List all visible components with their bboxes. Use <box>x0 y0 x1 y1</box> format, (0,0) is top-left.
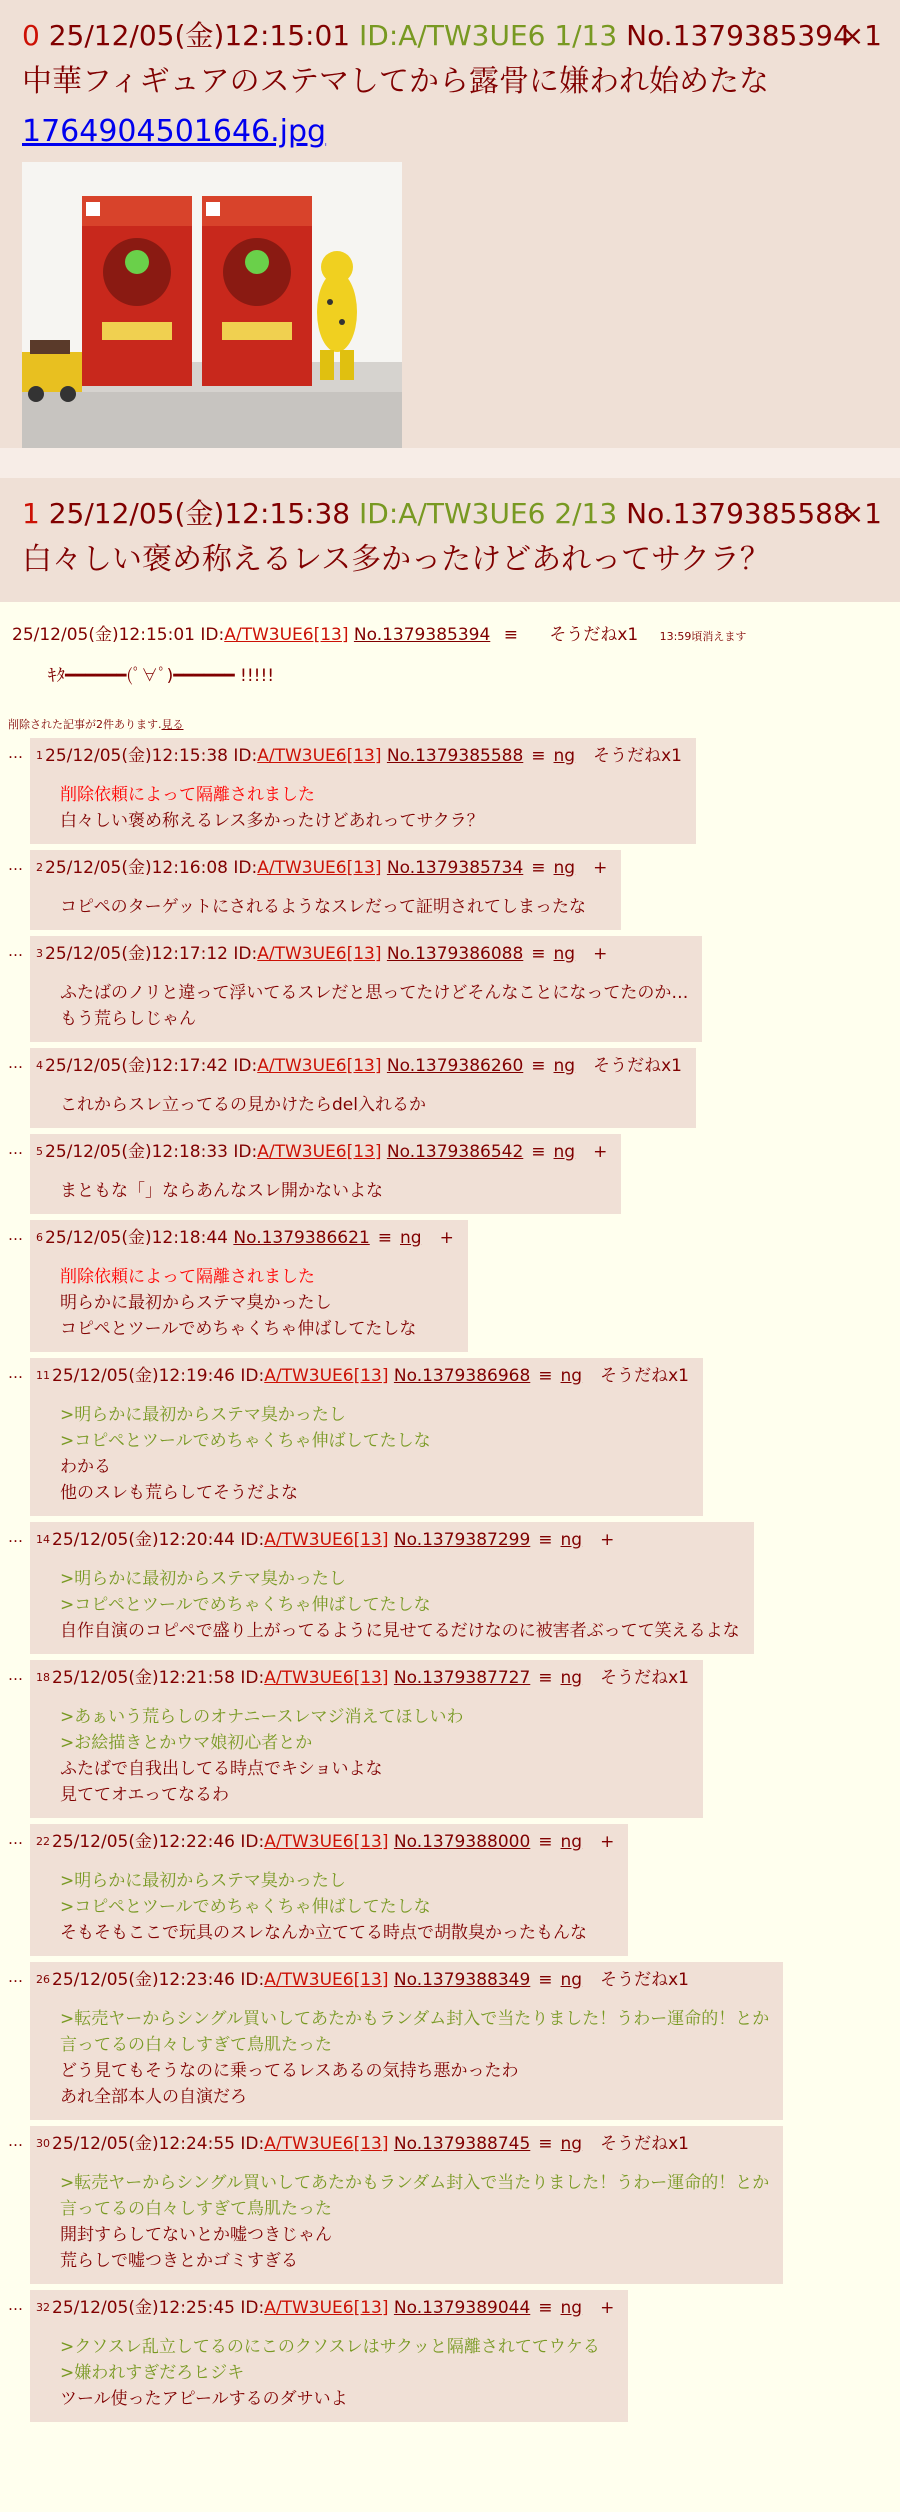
reply-line: 他のスレも荒らしてそうだよな <box>60 1483 298 1503</box>
reply-line: 自作自演のコピペで盛り上がってるように見せてるだけなのに被害者ぶってて笑えるよな <box>60 1621 740 1641</box>
ng-button[interactable]: ng <box>560 2134 583 2154</box>
reply-body <box>36 966 688 1032</box>
reply-id[interactable]: A/TW3UE6[13] <box>257 944 382 964</box>
reply-body <box>36 1854 614 1946</box>
reply-dots: … <box>8 744 23 762</box>
reply-id-label: ID: <box>240 1970 265 1990</box>
post-number[interactable]: No.1379385394 <box>626 19 851 52</box>
reply-index: 26 <box>36 1973 50 1986</box>
reply-row <box>8 2290 900 2422</box>
quote-line: >コピペとツールでめちゃくちゃ伸ばしてたしな <box>60 1431 431 1451</box>
reply-line: コピペのターゲットにされるようなスレだって証明されてしまったな <box>60 897 586 917</box>
reply-box <box>30 850 621 930</box>
reply-body <box>36 2320 614 2412</box>
reply-datetime: 25/12/05(金)12:17:42 <box>45 1056 228 1076</box>
reply-index: 2 <box>36 861 43 874</box>
reply-body <box>36 880 607 920</box>
show-deleted-link[interactable]: 見る <box>161 718 184 731</box>
menu-icon[interactable]: ≡ <box>538 1970 553 1990</box>
reply-header <box>36 942 688 966</box>
reply-line: もう荒らしじゃん <box>60 1009 196 1029</box>
reply-header <box>36 1226 454 1250</box>
reply-datetime: 25/12/05(金)12:24:55 <box>52 2134 235 2154</box>
reply-body <box>36 1388 689 1506</box>
reply-body <box>36 2156 769 2274</box>
reply-header <box>36 856 607 880</box>
soudane-button[interactable]: + <box>593 944 608 964</box>
ng-button[interactable]: ng <box>560 1530 583 1550</box>
reply-id-label: ID: <box>233 746 258 766</box>
reply-dots: … <box>8 1528 23 1546</box>
quote-line: >クソスレ乱立してるのにこのクソスレはサクッと隔離されててウケる <box>60 2337 600 2357</box>
menu-icon[interactable]: ≡ <box>531 1142 546 1162</box>
ng-button[interactable]: ng <box>553 944 576 964</box>
reply-line: わかる <box>60 1457 111 1477</box>
reply-number[interactable]: No.1379386260 <box>386 1056 524 1076</box>
reply-datetime: 25/12/05(金)12:16:08 <box>45 858 228 878</box>
reply-row <box>8 936 900 1042</box>
post-index: 1 <box>22 497 40 530</box>
reply-box <box>30 2290 628 2422</box>
reply-box <box>30 1220 468 1352</box>
menu-icon[interactable]: ≡ <box>531 1056 546 1076</box>
reply-index: 22 <box>36 1835 50 1848</box>
reply-id[interactable]: A/TW3UE6[13] <box>257 1142 382 1162</box>
reply-id-label: ID: <box>233 858 258 878</box>
reply-line: 明らかに最初からステマ臭かったし <box>60 1293 332 1313</box>
reply-id-label: ID: <box>240 1530 265 1550</box>
reply-row <box>8 1134 900 1214</box>
menu-icon[interactable]: ≡ <box>531 746 546 766</box>
reply-datetime: 25/12/05(金)12:19:46 <box>52 1366 235 1386</box>
reply-id-label: ID: <box>233 1142 258 1162</box>
soudane-button[interactable]: + <box>593 858 608 878</box>
reply-datetime: 25/12/05(金)12:23:46 <box>52 1970 235 1990</box>
reply-row <box>8 1358 900 1516</box>
quote-line: 言ってるの白々しすぎて鳥肌たった <box>60 2199 332 2219</box>
reply-number[interactable]: No.1379388745 <box>393 2134 531 2154</box>
reply-box <box>30 738 696 844</box>
reply-box <box>30 1660 703 1818</box>
top-post-header <box>0 478 900 532</box>
reply-line: 開封すらしてないとか嘘つきじゃん <box>60 2225 332 2245</box>
reply-row <box>8 738 900 844</box>
reply-index: 32 <box>36 2301 50 2314</box>
reply-index: 3 <box>36 947 43 960</box>
menu-icon[interactable]: ≡ <box>531 944 546 964</box>
reply-id-label: ID: <box>233 944 258 964</box>
reply-body <box>36 1992 769 2110</box>
reply-line: ふたばのノリと違って浮いてるスレだと思ってたけどそんなことになってたのか… <box>60 983 689 1003</box>
reply-dots: … <box>8 942 23 960</box>
reply-id-label: ID: <box>240 2134 265 2154</box>
reply-id[interactable]: A/TW3UE6[13] <box>264 2298 389 2318</box>
soudane-button[interactable]: + <box>600 2298 615 2318</box>
reply-datetime: 25/12/05(金)12:18:44 <box>45 1228 228 1248</box>
reply-id[interactable]: A/TW3UE6[13] <box>257 1056 382 1076</box>
reply-id[interactable]: A/TW3UE6[13] <box>257 746 382 766</box>
quote-line: >明らかに最初からステマ臭かったし <box>60 1405 346 1425</box>
menu-icon[interactable]: ≡ <box>538 1668 553 1688</box>
deleted-posts-note <box>0 686 900 738</box>
quote-line: >嫌われすぎだろヒジキ <box>60 2363 245 2383</box>
quote-line: >転売ヤーからシングル買いしてあたかもランダム封入で当たりました！うわー運命的！とか <box>60 2173 770 2193</box>
ng-button[interactable]: ng <box>553 858 576 878</box>
thumbnail-drawing <box>22 162 402 448</box>
menu-icon[interactable]: ≡ <box>538 1366 553 1386</box>
reply-body <box>36 1250 454 1342</box>
post-id-count: 2/13 <box>554 497 618 530</box>
reply-dots: … <box>8 1226 23 1244</box>
reply-id[interactable]: A/TW3UE6[13] <box>264 1366 389 1386</box>
menu-icon[interactable]: ≡ <box>503 625 518 645</box>
reply-box <box>30 1134 621 1214</box>
reply-box <box>30 936 702 1042</box>
reply-box <box>30 1824 628 1956</box>
ng-button[interactable]: ng <box>560 1668 583 1688</box>
quote-line: >明らかに最初からステマ臭かったし <box>60 1569 346 1589</box>
post-text: 白々しい褒め称えるレス多かったけどあれってサクラ？ <box>22 542 770 577</box>
thread-view <box>0 602 900 2422</box>
ng-button[interactable]: ng <box>560 1832 583 1852</box>
reply-index: 18 <box>36 1671 50 1684</box>
separator <box>0 448 900 478</box>
reply-datetime: 25/12/05(金)12:21:58 <box>52 1668 235 1688</box>
deleted-notice: 削除依頼によって隔離されました <box>60 1267 315 1287</box>
expire-time: 13:59頃消えます <box>659 630 747 643</box>
reply-number[interactable]: No.1379385734 <box>386 858 524 878</box>
ng-button[interactable]: ng <box>400 1228 422 1248</box>
reply-header <box>36 2132 769 2156</box>
top-post-0 <box>0 0 900 448</box>
ng-button[interactable]: ng <box>560 2298 583 2318</box>
soudane-button[interactable]: + <box>600 1530 615 1550</box>
reply-header <box>36 1830 614 1854</box>
reply-body <box>36 1690 689 1808</box>
reply-row <box>8 1048 900 1128</box>
op-header <box>0 610 900 645</box>
reply-dots: … <box>8 1054 23 1072</box>
reply-row <box>8 1824 900 1956</box>
reply-box <box>30 1048 696 1128</box>
reply-body <box>36 768 682 834</box>
soudane-button[interactable]: + <box>593 1142 608 1162</box>
reply-row <box>8 1962 900 2120</box>
reply-datetime: 25/12/05(金)12:25:45 <box>52 2298 235 2318</box>
image-file-link[interactable]: 1764904501646.jpg <box>22 114 327 149</box>
post-text: 中華フィギュアのステマしてから露骨に嫌われ始めたな <box>22 64 769 99</box>
soudane-button[interactable]: + <box>439 1228 454 1248</box>
reply-header <box>36 2296 614 2320</box>
reply-header <box>36 1968 769 1992</box>
soudane-button[interactable]: そうだねx1 <box>600 1668 689 1688</box>
post-id[interactable]: ID:A/TW3UE6 <box>359 497 546 530</box>
reply-line: どう見てもそうなのに乗ってるレスあるの気持ち悪かったわ <box>60 2061 519 2081</box>
quote-line: 言ってるの白々しすぎて鳥肌たった <box>60 2035 332 2055</box>
reply-dots: … <box>8 856 23 874</box>
reply-dots: … <box>8 2296 23 2314</box>
reply-index: 14 <box>36 1533 50 1546</box>
reply-id[interactable]: A/TW3UE6[13] <box>264 2134 389 2154</box>
reply-row <box>8 850 900 930</box>
reply-number[interactable]: No.1379388349 <box>393 1970 531 1990</box>
menu-icon[interactable]: ≡ <box>531 858 546 878</box>
reply-row <box>8 1220 900 1352</box>
reply-id[interactable]: A/TW3UE6[13] <box>264 1970 389 1990</box>
reply-header <box>36 744 682 768</box>
reply-datetime: 25/12/05(金)12:22:46 <box>52 1832 235 1852</box>
reply-id-label: ID: <box>240 1668 265 1688</box>
reply-number[interactable]: No.1379386088 <box>386 944 524 964</box>
reply-number[interactable]: No.1379388000 <box>393 1832 531 1852</box>
op-body: ｷﾀ━━━━━━(ﾟ∀ﾟ)━━━━━━ !!!!! <box>48 666 275 686</box>
deleted-note-text: 削除された記事が2件あります. <box>8 718 162 731</box>
reply-id-label: ID: <box>240 2298 265 2318</box>
menu-icon[interactable]: ≡ <box>538 1530 553 1550</box>
ng-button[interactable]: ng <box>560 1970 583 1990</box>
reply-number[interactable]: No.1379387299 <box>393 1530 531 1550</box>
quote-line: >転売ヤーからシングル買いしてあたかもランダム封入で当たりました！うわー運命的！とか <box>60 2009 770 2029</box>
reply-datetime: 25/12/05(金)12:17:12 <box>45 944 228 964</box>
reply-header <box>36 1054 682 1078</box>
reply-datetime: 25/12/05(金)12:15:38 <box>45 746 228 766</box>
reply-box <box>30 1962 783 2120</box>
reply-datetime: 25/12/05(金)12:20:44 <box>52 1530 235 1550</box>
reply-id[interactable]: A/TW3UE6[13] <box>264 1668 389 1688</box>
reply-line: あれ全部本人の自演だろ <box>60 2087 247 2107</box>
op-id-label: ID: <box>200 625 225 645</box>
reply-index: 5 <box>36 1145 43 1158</box>
reply-index: 6 <box>36 1231 43 1244</box>
menu-icon[interactable]: ≡ <box>538 2298 553 2318</box>
reply-row <box>8 1522 900 1654</box>
reply-box <box>30 2126 783 2284</box>
reply-id[interactable]: A/TW3UE6[13] <box>264 1530 389 1550</box>
reply-id-label: ID: <box>240 1366 265 1386</box>
reply-dots: … <box>8 2132 23 2150</box>
reply-header <box>36 1140 607 1164</box>
post-number[interactable]: No.1379385588 <box>626 497 851 530</box>
reply-dots: … <box>8 1666 23 1684</box>
soudane-count[interactable]: ×1 <box>840 497 882 530</box>
reply-header <box>36 1666 689 1690</box>
reply-number[interactable]: No.1379386621 <box>233 1228 370 1248</box>
reply-dots: … <box>8 1140 23 1158</box>
reply-dots: … <box>8 1968 23 1986</box>
reply-row <box>8 2126 900 2284</box>
reply-index: 1 <box>36 749 43 762</box>
reply-line: まともな「」ならあんなスレ開かないよな <box>60 1181 383 1201</box>
reply-number[interactable]: No.1379389044 <box>393 2298 531 2318</box>
deleted-notice: 削除依頼によって隔離されました <box>60 785 315 805</box>
reply-header <box>36 1528 740 1552</box>
op-number[interactable]: No.1379385394 <box>353 625 491 645</box>
reply-number[interactable]: No.1379386542 <box>386 1142 524 1162</box>
reply-line: ツール使ったアピールするのダサいよ <box>60 2389 348 2409</box>
reply-index: 30 <box>36 2137 50 2150</box>
post-index: 0 <box>22 19 40 52</box>
reply-number[interactable]: No.1379385588 <box>386 746 524 766</box>
soudane-button[interactable]: そうだねx1 <box>600 1366 689 1386</box>
reply-line: 見ててオエってなるわ <box>60 1785 229 1805</box>
top-post-1 <box>0 478 900 602</box>
reply-line: これからスレ立ってるの見かけたらdel入れるか <box>60 1095 426 1115</box>
menu-icon[interactable]: ≡ <box>377 1228 393 1248</box>
reply-id[interactable]: A/TW3UE6[13] <box>264 1832 389 1852</box>
post-datetime: 25/12/05(金)12:15:01 <box>48 19 351 52</box>
quote-line: >明らかに最初からステマ臭かったし <box>60 1871 346 1891</box>
post-id-count: 1/13 <box>554 19 618 52</box>
reply-dots: … <box>8 1364 23 1382</box>
reply-id-label: ID: <box>240 1832 265 1852</box>
ng-button[interactable]: ng <box>560 1366 583 1386</box>
reply-number[interactable]: No.1379387727 <box>393 1668 531 1688</box>
soudane-button[interactable]: そうだねx1 <box>600 1970 689 1990</box>
quote-line: >あぁいう荒らしのオナニースレマジ消えてほしいわ <box>60 1707 464 1727</box>
soudane-button[interactable]: そうだねx1 <box>600 2134 689 2154</box>
reply-body <box>36 1552 740 1644</box>
reply-box <box>30 1522 754 1654</box>
menu-icon[interactable]: ≡ <box>538 1832 553 1852</box>
reply-line: 荒らしで嘘つきとかゴミすぎる <box>60 2251 298 2271</box>
reply-id-label: ID: <box>233 1056 258 1076</box>
reply-line: そもそもここで玩具のスレなんか立ててる時点で胡散臭かったもんな <box>60 1923 587 1943</box>
ng-button[interactable]: ng <box>553 1056 576 1076</box>
soudane-count[interactable]: ×1 <box>840 19 882 52</box>
reply-dots: … <box>8 1830 23 1848</box>
reply-id[interactable]: A/TW3UE6[13] <box>257 858 382 878</box>
post-datetime: 25/12/05(金)12:15:38 <box>48 497 351 530</box>
post-id[interactable]: ID:A/TW3UE6 <box>359 19 546 52</box>
post-thumbnail-image[interactable] <box>22 162 402 448</box>
reply-header <box>36 1364 689 1388</box>
reply-datetime: 25/12/05(金)12:18:33 <box>45 1142 228 1162</box>
quote-line: >お絵描きとかウマ娘初心者とか <box>60 1733 313 1753</box>
ng-button[interactable]: ng <box>553 1142 576 1162</box>
ng-button[interactable]: ng <box>553 746 576 766</box>
soudane-button[interactable]: そうだねx1 <box>593 746 682 766</box>
reply-body <box>36 1164 607 1204</box>
soudane-button[interactable]: そうだねx1 <box>549 625 639 645</box>
quote-line: >コピペとツールでめちゃくちゃ伸ばしてたしな <box>60 1897 431 1917</box>
reply-body <box>36 1078 682 1118</box>
soudane-button[interactable]: そうだねx1 <box>593 1056 682 1076</box>
reply-line: コピペとツールでめちゃくちゃ伸ばしてたしな <box>60 1319 417 1339</box>
reply-list <box>0 738 900 2422</box>
top-post-header <box>0 0 900 54</box>
reply-box <box>30 1358 703 1516</box>
op-id[interactable]: A/TW3UE6[13] <box>224 625 349 645</box>
quote-line: >コピペとツールでめちゃくちゃ伸ばしてたしな <box>60 1595 431 1615</box>
reply-index: 11 <box>36 1369 50 1382</box>
soudane-button[interactable]: + <box>600 1832 615 1852</box>
top-posts <box>0 0 900 602</box>
op-datetime: 25/12/05(金)12:15:01 <box>12 625 195 645</box>
reply-row <box>8 1660 900 1818</box>
menu-icon[interactable]: ≡ <box>538 2134 553 2154</box>
reply-line: ふたばで自我出してる時点でキショいよな <box>60 1759 383 1779</box>
reply-index: 4 <box>36 1059 43 1072</box>
reply-number[interactable]: No.1379386968 <box>393 1366 531 1386</box>
reply-line: 白々しい褒め称えるレス多かったけどあれってサクラ？ <box>60 811 484 831</box>
